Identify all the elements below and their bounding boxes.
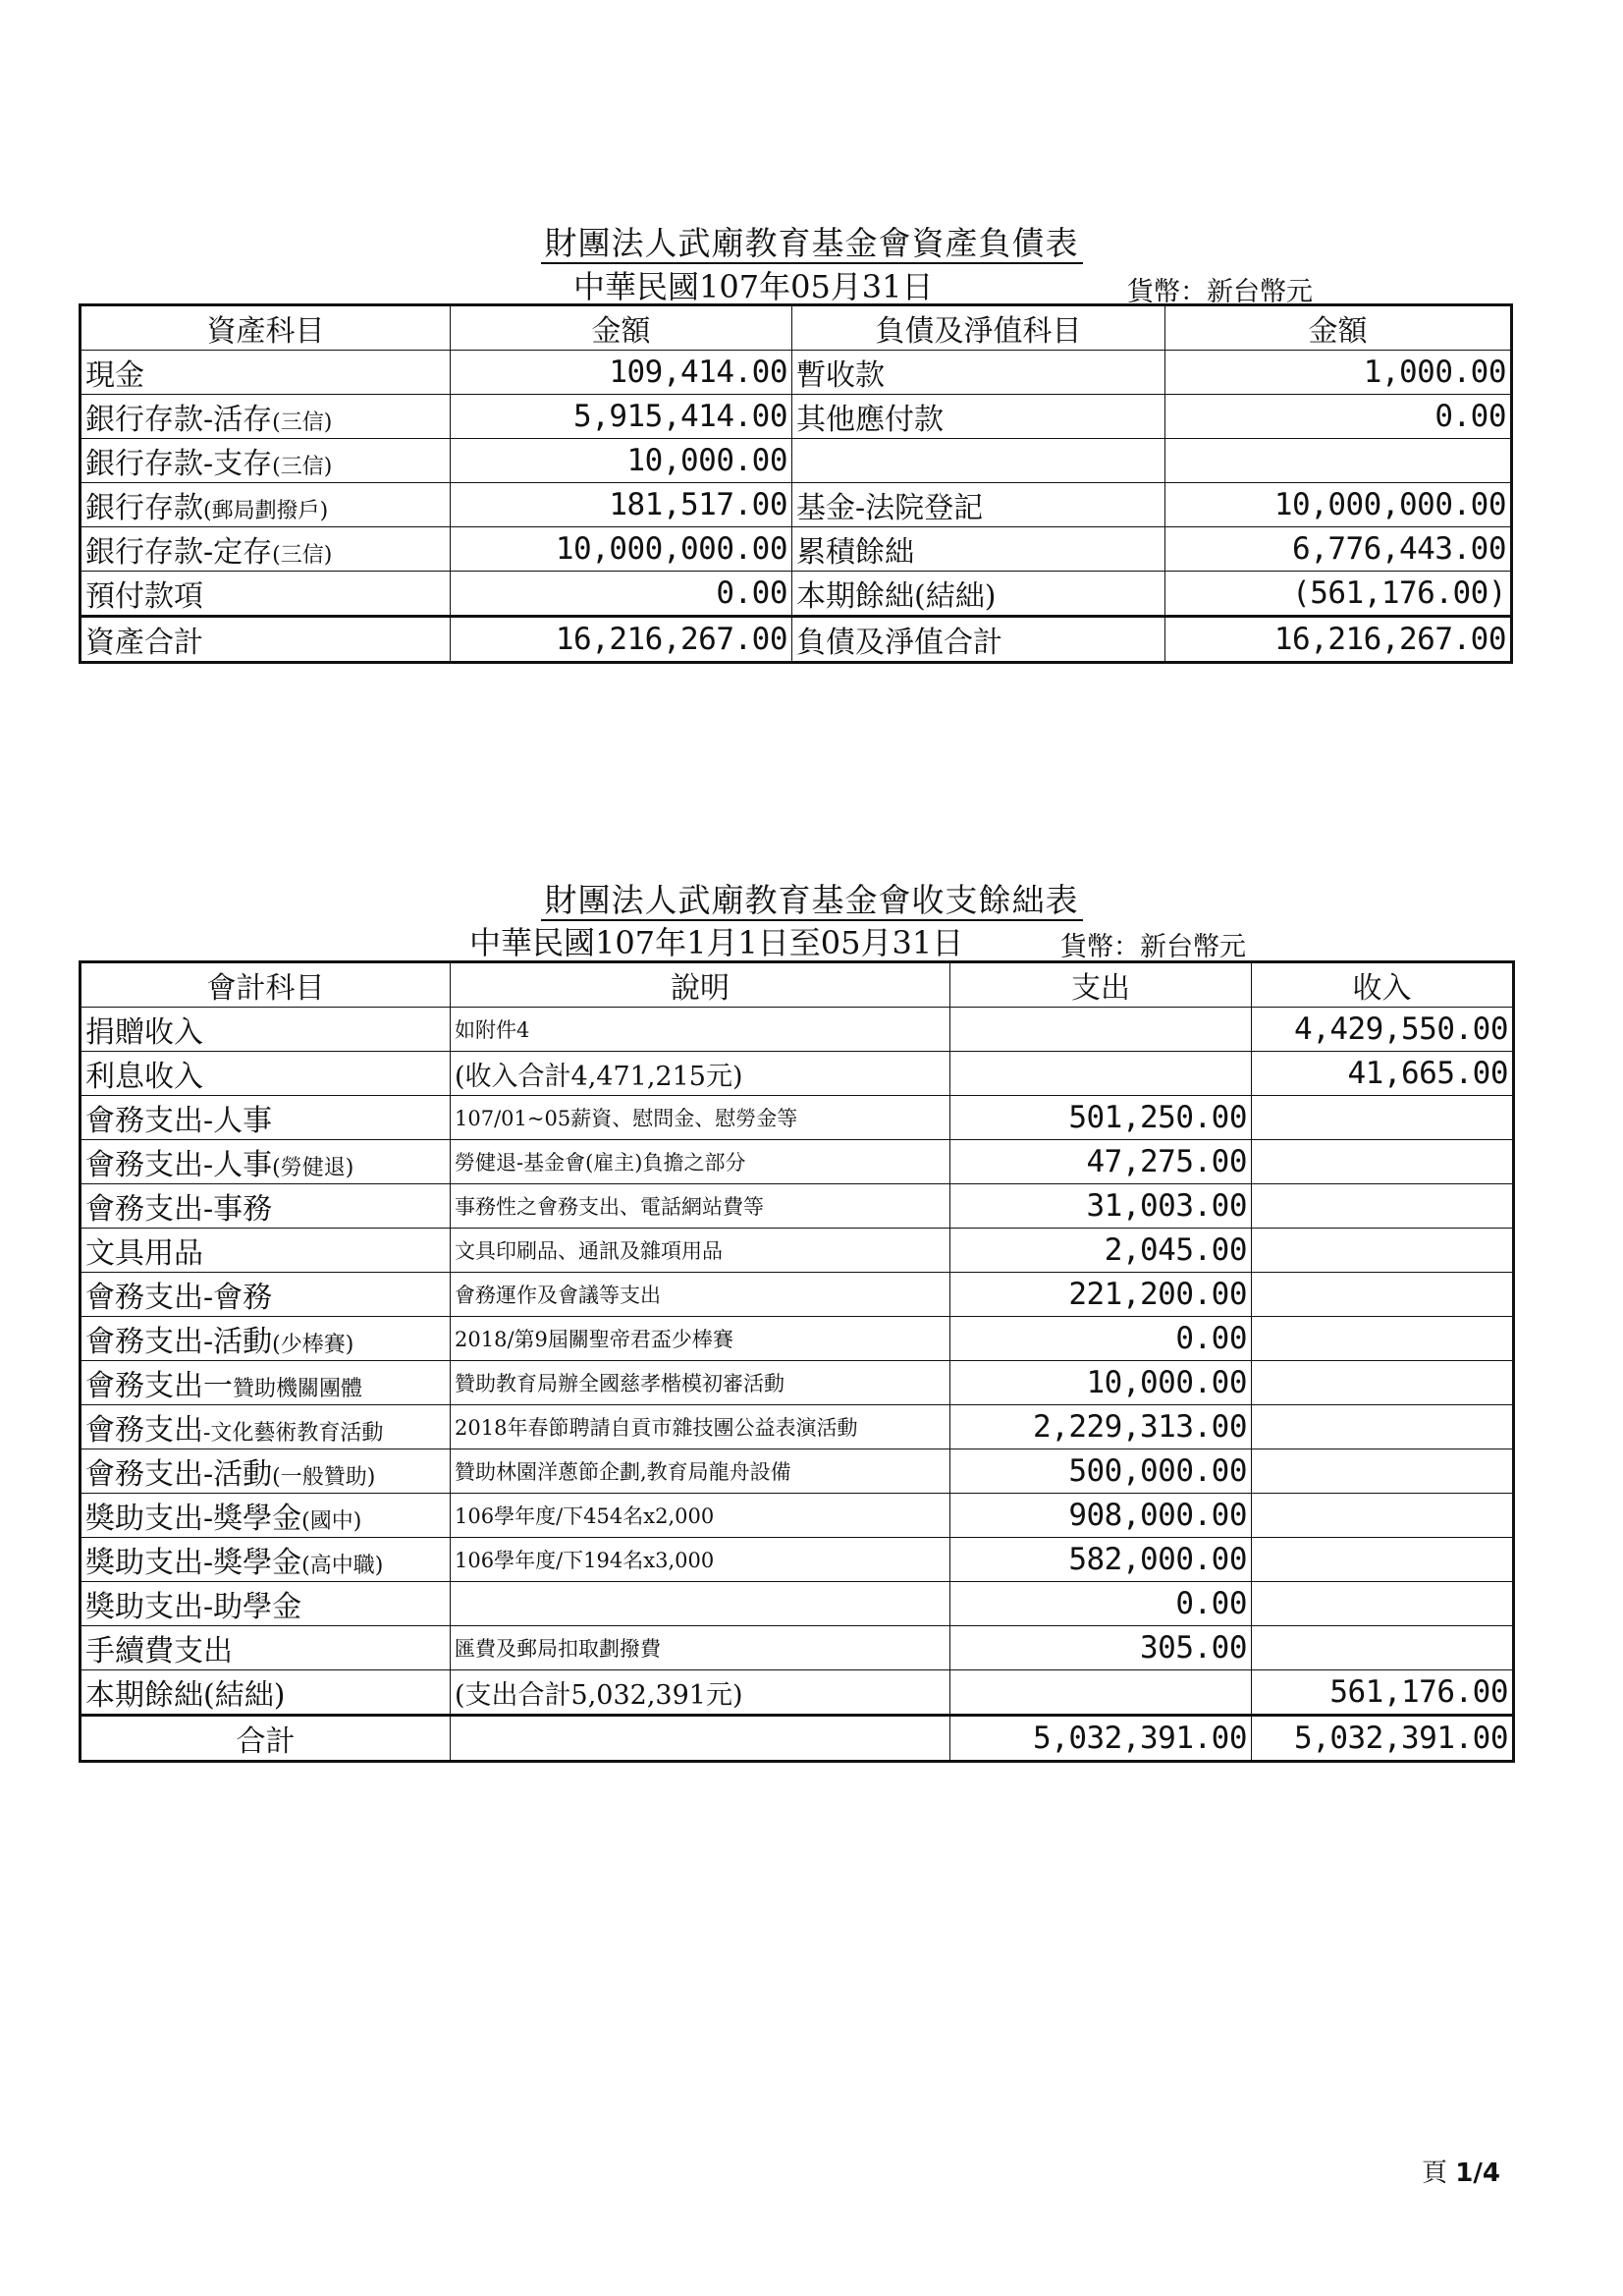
table-row [81,527,1512,572]
description: 如附件4 [451,1008,950,1052]
income-total: 5,032,391.00 [1252,1716,1514,1762]
liability-amount: (561,176.00) [1165,572,1512,617]
description: 勞健退-基金會(雇主)負擔之部分 [451,1140,950,1184]
expense-total: 5,032,391.00 [950,1716,1252,1762]
description: 106學年度/下194名x3,000 [451,1538,950,1582]
column-header: 金額 [1165,305,1512,351]
column-header: 說明 [451,962,950,1008]
description: 107/01~05薪資、慰問金、慰勞金等 [451,1096,950,1140]
table-row [81,1096,1514,1140]
account-name: 手續費支出 [81,1626,451,1670]
expense-amount: 2,045.00 [950,1229,1252,1273]
account-note: (少棒賽) [272,1333,354,1357]
table-row [81,1229,1514,1273]
total-row [81,1716,1514,1762]
asset-amount: 10,000.00 [451,439,792,483]
liability-account: 暫收款 [792,351,1165,395]
table-row [81,1494,1514,1538]
liability-account: 基金-法院登記 [792,483,1165,527]
account-name: 文具用品 [81,1229,451,1273]
account-note: (三信) [272,410,333,435]
income-amount: 41,665.00 [1252,1052,1514,1096]
table-row [81,483,1512,527]
liability-account: 本期餘絀(結絀) [792,572,1165,617]
asset-amount: 109,414.00 [451,351,792,395]
account-name: 利息收入 [81,1052,451,1096]
income-amount [1252,1494,1514,1538]
column-header: 金額 [451,305,792,351]
income-statement-title: 財團法人武廟教育基金會收支餘絀表 [0,875,1623,921]
description: 2018/第9屆關聖帝君盃少棒賽 [451,1317,950,1361]
liability-account: 累積餘絀 [792,527,1165,572]
income-amount [1252,1361,1514,1405]
description: (支出合計5,032,391元) [451,1670,950,1716]
table-row [81,1273,1514,1317]
table-row [81,1184,1514,1229]
account-note: (郵局劃撥戶) [203,499,329,523]
account-name: 會務支出-文化藝術教育活動 [81,1405,451,1449]
expense-amount: 221,200.00 [950,1273,1252,1317]
total-label: 合計 [81,1716,451,1762]
table-row [81,1405,1514,1449]
table-row [81,1626,1514,1670]
expense-amount: 31,003.00 [950,1184,1252,1229]
liability-total-label: 負債及淨值合計 [792,617,1165,663]
table-row [81,1538,1514,1582]
page-number [1422,2153,1500,2189]
expense-amount [950,1670,1252,1716]
income-amount [1252,1626,1514,1670]
balance-sheet-date: 中華民國107年05月31日 [573,268,934,305]
asset-account: 銀行存款-支存(三信) [81,439,451,483]
income-amount [1252,1405,1514,1449]
income-statement-currency: 貨幣：新台幣元 [1060,932,1246,962]
table-row [81,1317,1514,1361]
income-amount [1252,1229,1514,1273]
table-row [81,572,1512,617]
asset-account: 現金 [81,351,451,395]
table-row [81,395,1512,439]
table-header-row [81,962,1514,1008]
account-name: 捐贈收入 [81,1008,451,1052]
expense-amount: 500,000.00 [950,1449,1252,1494]
column-header: 負債及淨值科目 [792,305,1165,351]
account-note: 贊助機關團體 [233,1377,363,1401]
account-name: 會務支出一贊助機關團體 [81,1361,451,1405]
balance-sheet-title: 財團法人武廟教育基金會資產負債表 [0,218,1623,264]
table-row [81,1582,1514,1626]
account-name: 會務支出-活動(少棒賽) [81,1317,451,1361]
account-name: 獎助支出-助學金 [81,1582,451,1626]
description: 文具印刷品、通訊及雜項用品 [451,1229,950,1273]
description: 2018年春節聘請自貢市雜技團公益表演活動 [451,1405,950,1449]
liability-amount: 1,000.00 [1165,351,1512,395]
expense-amount: 0.00 [950,1582,1252,1626]
expense-amount [950,1052,1252,1096]
balance-sheet-currency: 貨幣：新台幣元 [1127,277,1313,307]
description: 匯費及郵局扣取劃撥費 [451,1626,950,1670]
income-amount [1252,1582,1514,1626]
description [451,1582,950,1626]
expense-amount: 47,275.00 [950,1140,1252,1184]
income-amount [1252,1538,1514,1582]
description: 事務性之會務支出、電話網站費等 [451,1184,950,1229]
expense-amount: 10,000.00 [950,1361,1252,1405]
total-description [451,1716,950,1762]
description: 106學年度/下454名x2,000 [451,1494,950,1538]
table-row [81,439,1512,483]
liability-amount: 0.00 [1165,395,1512,439]
account-name: 會務支出-活動(一般贊助) [81,1449,451,1494]
income-amount [1252,1140,1514,1184]
income-amount: 561,176.00 [1252,1670,1514,1716]
account-name: 獎助支出-獎學金(國中) [81,1494,451,1538]
asset-total-label: 資產合計 [81,617,451,663]
asset-account: 銀行存款(郵局劃撥戶) [81,483,451,527]
asset-amount: 5,915,414.00 [451,395,792,439]
expense-amount: 582,000.00 [950,1538,1252,1582]
table-row [81,1670,1514,1716]
income-amount [1252,1096,1514,1140]
table-row [81,1361,1514,1405]
liability-account: 其他應付款 [792,395,1165,439]
total-row [81,617,1512,663]
account-note: (三信) [272,455,333,479]
account-note: (三信) [272,543,333,568]
page-prefix: 頁 [1422,2159,1448,2188]
asset-amount: 0.00 [451,572,792,617]
expense-amount: 908,000.00 [950,1494,1252,1538]
liability-total-amount: 16,216,267.00 [1165,617,1512,663]
income-statement-table [79,960,1515,1763]
account-name: 會務支出-會務 [81,1273,451,1317]
asset-total-amount: 16,216,267.00 [451,617,792,663]
income-amount [1252,1449,1514,1494]
column-header: 收入 [1252,962,1514,1008]
asset-amount: 10,000,000.00 [451,527,792,572]
income-amount [1252,1317,1514,1361]
description: 贊助教育局辦全國慈孝楷模初審活動 [451,1361,950,1405]
account-note: -文化藝術教育活動 [203,1421,384,1446]
expense-amount: 305.00 [950,1626,1252,1670]
account-name: 會務支出-人事 [81,1096,451,1140]
expense-amount: 0.00 [950,1317,1252,1361]
column-header: 資產科目 [81,305,451,351]
column-header: 支出 [950,962,1252,1008]
income-statement-date: 中華民國107年1月1日至05月31日 [469,924,964,961]
table-row [81,1008,1514,1052]
income-amount [1252,1273,1514,1317]
liability-amount: 6,776,443.00 [1165,527,1512,572]
expense-amount: 501,250.00 [950,1096,1252,1140]
account-name: 會務支出-事務 [81,1184,451,1229]
account-name: 獎助支出-獎學金(高中職) [81,1538,451,1582]
table-row [81,1449,1514,1494]
page-count: 1/4 [1455,2159,1500,2188]
account-note: (國中) [301,1509,362,1534]
asset-amount: 181,517.00 [451,483,792,527]
income-amount [1252,1184,1514,1229]
table-header-row [81,305,1512,351]
account-name: 會務支出-人事(勞健退) [81,1140,451,1184]
balance-sheet-table [79,303,1513,664]
account-note: (高中職) [301,1554,384,1578]
expense-amount: 2,229,313.00 [950,1405,1252,1449]
income-amount: 4,429,550.00 [1252,1008,1514,1052]
asset-account: 預付款項 [81,572,451,617]
table-row [81,1140,1514,1184]
account-note: (勞健退) [272,1156,354,1180]
column-header: 會計科目 [81,962,451,1008]
description: (收入合計4,471,215元) [451,1052,950,1096]
table-row [81,1052,1514,1096]
asset-account: 銀行存款-定存(三信) [81,527,451,572]
liability-amount [1165,439,1512,483]
account-note: (一般贊助) [272,1465,376,1490]
table-row [81,351,1512,395]
description: 贊助林園洋蔥節企劃,教育局龍舟設備 [451,1449,950,1494]
asset-account: 銀行存款-活存(三信) [81,395,451,439]
liability-account [792,439,1165,483]
description: 會務運作及會議等支出 [451,1273,950,1317]
expense-amount [950,1008,1252,1052]
account-name: 本期餘絀(結絀) [81,1670,451,1716]
liability-amount: 10,000,000.00 [1165,483,1512,527]
